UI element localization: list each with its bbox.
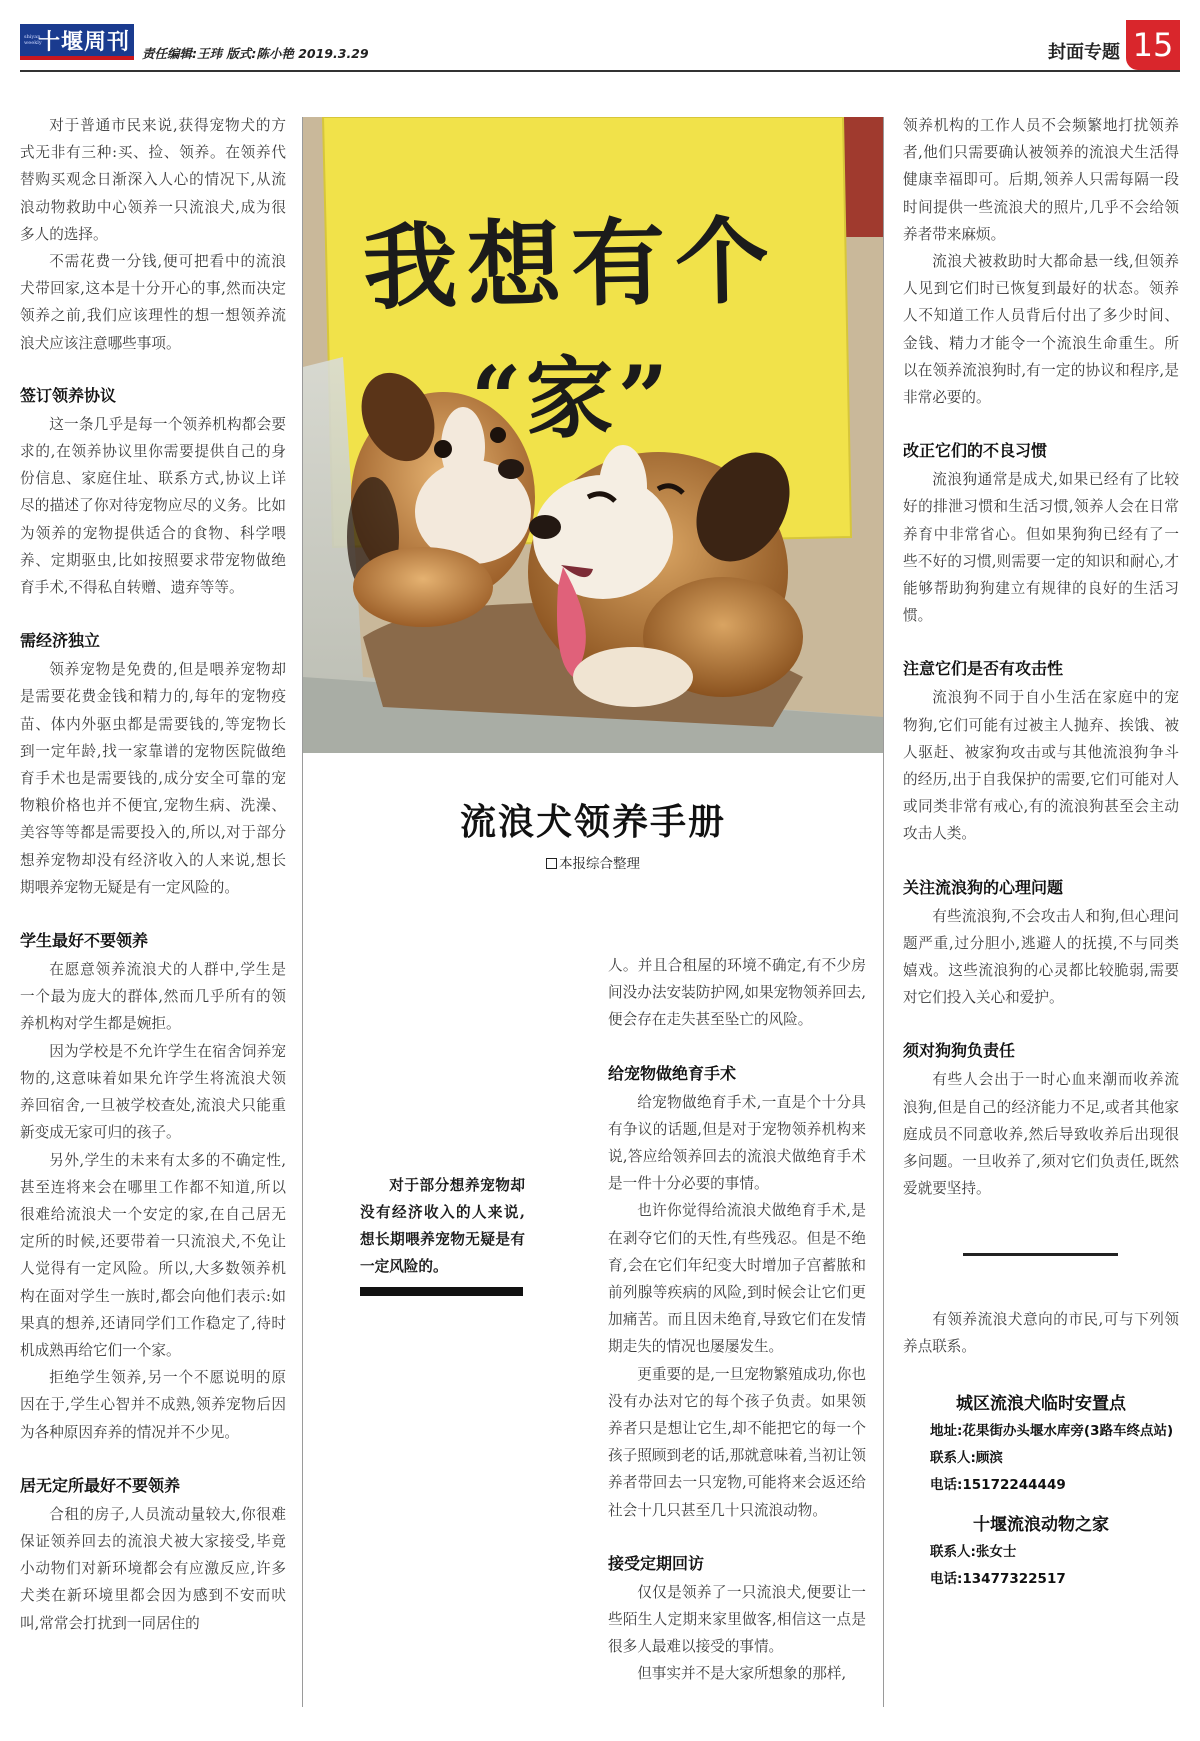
sign-text-line1: 我想有个 <box>362 206 781 324</box>
section-heading: 学生最好不要领养 <box>20 931 149 951</box>
editor-credit: 责任编辑:王玮 版式:陈小艳 2019.3.29 <box>142 46 369 61</box>
body-paragraph: 也许你觉得给流浪犬做绝育手术,是在剥夺它们的天性,有些残忍。但是不绝育,会在它们年纪变大时增加子宫蓄脓和前列腺等疾病的风险,到时候会让它们更加痛苦。而且因未绝育,导致它们在发情期走失的情况也屡屡发生。 <box>608 1202 866 1356</box>
byline-text: 本报综合整理 <box>559 856 640 872</box>
logo-subtext: shiyan weekly <box>24 34 42 46</box>
body-paragraph: 领养机构的工作人员不会频繁地打扰领养者,他们只需要确认被领养的流浪犬生活得健康幸福即可。后期,领养人只需每隔一段时间提供一些流浪犬的照片,几乎不会给领养者带来麻烦。 <box>903 117 1179 243</box>
cover-photo <box>303 117 883 753</box>
section-title: 封面专题 <box>1048 42 1120 63</box>
body-paragraph: 流浪狗不同于自小生活在家庭中的宠物狗,它们可能有过被主人抛弃、挨饿、被人驱赶、被家狗攻击或与其他流浪狗争斗的经历,出于自我保护的需要,它们可能对人或同类非常有戒心,有的流浪狗甚至会主动攻击人类。 <box>903 689 1179 843</box>
body-paragraph: 流浪狗通常是成犬,如果已经有了比较好的排泄习惯和生活习惯,领养人会在日常养育中非常省心。但如果狗狗已经有了一些不好的习惯,则需要一定的知识和耐心,才能够帮助狗狗建立有规律的良好的生活习惯。 <box>903 471 1179 625</box>
body-paragraph: 拒绝学生领养,另一个不愿说明的原因在于,学生心智并不成熟,领养宠物后因为各种原因弃养的情况并不少见。 <box>20 1369 286 1441</box>
contact-1-address: 地址:花果街办头堰水库旁(3路车终点站) <box>930 1423 1174 1440</box>
contact-1-phone: 电话:15172244449 <box>930 1477 1066 1494</box>
section-heading: 接受定期回访 <box>608 1553 705 1573</box>
body-paragraph: 流浪犬被救助时大都命悬一线,但领养人见到它们时已恢复到最好的状态。领养人不知道工作人员背后付出了多少时间、金钱、精力才能令一个流浪生命重生。所以在领养流浪狗时,有一定的协议和程序,是非常必要的。 <box>903 253 1179 407</box>
contact-1-person: 联系人:顾滨 <box>930 1450 1003 1467</box>
body-paragraph: 有些人会出于一时心血来潮而收养流浪狗,但是自己的经济能力不足,或者其他家庭成员不同意收养,然后导致收养后出现很多问题。一旦收养了,须对它们负责任,既然爱就要坚持。 <box>903 1071 1179 1198</box>
section-heading: 注意它们是否有攻击性 <box>903 659 1064 679</box>
intro-paragraph: 不需花费一分钱,便可把看中的流浪犬带回家,这本是十分开心的事,然而决定领养之前,我们应该理性的想一想领养流浪犬应该注意哪些事项。 <box>20 253 286 352</box>
body-paragraph: 领养宠物是免费的,但是喂养宠物却是需要花费金钱和精力的,每年的宠物疫苗、体内外驱虫都是需要钱的,等宠物长到一定年龄,找一家靠谱的宠物医院做绝育手术也是需要钱的,成分安全可靠的宠物粮价格也并不便宜,宠物生病、洗澡、美容等等都是需要投入的,所以,对于部分想养宠物却没有经济收入的人来说,想长期喂养宠物无疑是有一定风险的。 <box>20 661 286 896</box>
column-4 <box>903 112 1179 1203</box>
body-paragraph: 有些流浪狗,不会攻击人和狗,但心理问题严重,过分胆小,逃避人的抚摸,不与同类嬉戏。这些流浪狗的心灵都比较脆弱,需要对它们投入关心和爱护。 <box>903 907 1179 1007</box>
contact-block <box>903 1306 1179 1593</box>
section-heading: 需经济独立 <box>20 631 101 651</box>
masthead <box>20 20 1180 70</box>
body-paragraph: 但事实并不是大家所想象的那样, <box>637 1665 847 1683</box>
section-heading: 关注流浪狗的心理问题 <box>903 877 1064 897</box>
column-1 <box>20 112 286 1637</box>
header-rule <box>20 70 1180 72</box>
column-3 <box>608 952 866 1688</box>
article-headline: 流浪犬领养手册 <box>459 801 726 843</box>
section-heading: 签订领养协议 <box>20 385 117 405</box>
contact-2-name: 十堰流浪动物之家 <box>973 1515 1109 1536</box>
contact-divider <box>963 1253 1118 1256</box>
pull-quote: 对于部分想养宠物却没有经济收入的人来说,想长期喂养宠物无疑是有一定风险的。 <box>360 1177 525 1275</box>
body-paragraph: 在愿意领养流浪犬的人群中,学生是一个最为庞大的群体,然而几乎所有的领养机构对学生都是婉拒。 <box>20 961 286 1033</box>
section-heading: 居无定所最好不要领养 <box>20 1475 181 1495</box>
body-paragraph: 人。并且合租屋的环境不确定,有不少房间没办法安装防护网,如果宠物领养回去,便会存在走失甚至坠亡的风险。 <box>608 957 866 1029</box>
body-paragraph: 另外,学生的未来有太多的不确定性,甚至连将来会在哪里工作都不知道,所以很难给流浪犬一个安定的家,在自己居无定所的时候,还要带着一只流浪犬,不免让人觉得有一定风险。所以,大多数领养机构在面对学生一族时,都会向他们表示:如果真的想养,还请同学们工作稳定了,待时机成熟再给它们一个家。 <box>20 1151 286 1359</box>
newspaper-logo <box>20 24 134 60</box>
pull-quote-bar <box>360 1287 523 1296</box>
contact-1-name: 城区流浪犬临时安置点 <box>956 1394 1126 1415</box>
body-paragraph: 合租的房子,人员流动量较大,你很难保证领养回去的流浪犬被大家接受,毕竟小动物们对新环境都会有应激反应,许多犬类在新环境里都会因为感到不安而吠叫,常常会打扰到一同居住的 <box>20 1505 286 1632</box>
body-paragraph: 因为学校是不允许学生在宿舍饲养宠物的,这意味着如果允许学生将流浪犬领养回宿舍,一旦被学校查处,流浪犬只能重新变成无家可归的孩子。 <box>20 1042 286 1142</box>
column-divider <box>883 117 884 1707</box>
contact-2-person: 联系人:张女士 <box>930 1544 1017 1561</box>
contact-2-phone: 电话:13477322517 <box>930 1571 1066 1588</box>
contact-intro: 有领养流浪犬意向的市民,可与下列领养点联系。 <box>903 1311 1179 1356</box>
section-heading: 改正它们的不良习惯 <box>903 441 1048 461</box>
logo-name: 十堰周刊 <box>38 28 131 55</box>
byline-box-icon <box>546 858 557 869</box>
body-paragraph: 仅仅是领养了一只流浪犬,便要让一些陌生人定期来家里做客,相信这一点是很多人最难以接受的事情。 <box>608 1583 866 1656</box>
section-heading: 给宠物做绝育手术 <box>608 1063 737 1083</box>
section-heading: 须对狗狗负责任 <box>903 1041 1016 1061</box>
body-paragraph: 给宠物做绝育手术,一直是个十分具有争议的话题,但是对于宠物领养机构来说,答应给领养回去的流浪犬做绝育手术是一件十分必要的事情。 <box>608 1093 866 1193</box>
body-paragraph: 这一条几乎是每一个领养机构都会要求的,在领养协议里你需要提供自己的身份信息、家庭住址、联系方式,协议上详尽的描述了你对待宠物应尽的义务。比如为领养的宠物提供适合的食物、科学喂养、定期驱虫,比如按照要求带宠物做绝育手术,不得私自转赠、遗弃等等。 <box>20 415 286 597</box>
intro-paragraph: 对于普通市民来说,获得宠物犬的方式无非有三种:买、捡、领养。在领养代替购买观念日渐深入人心的情况下,从流浪动物救助中心领养一只流浪犬,成为很多人的选择。 <box>20 117 286 243</box>
body-paragraph: 更重要的是,一旦宠物繁殖成功,你也没有办法对它的每个孩子负责。如果领养者只是想让它生,却不能把它的每一个孩子照顾到老的话,那就意味着,当初让领养者带回去一只宠物,可能将来会返还给社会十几只甚至几十只流浪动物。 <box>608 1365 866 1519</box>
page-number: 15 <box>1126 20 1180 70</box>
byline <box>303 852 883 872</box>
sign-text-line2: “家” <box>471 346 673 450</box>
